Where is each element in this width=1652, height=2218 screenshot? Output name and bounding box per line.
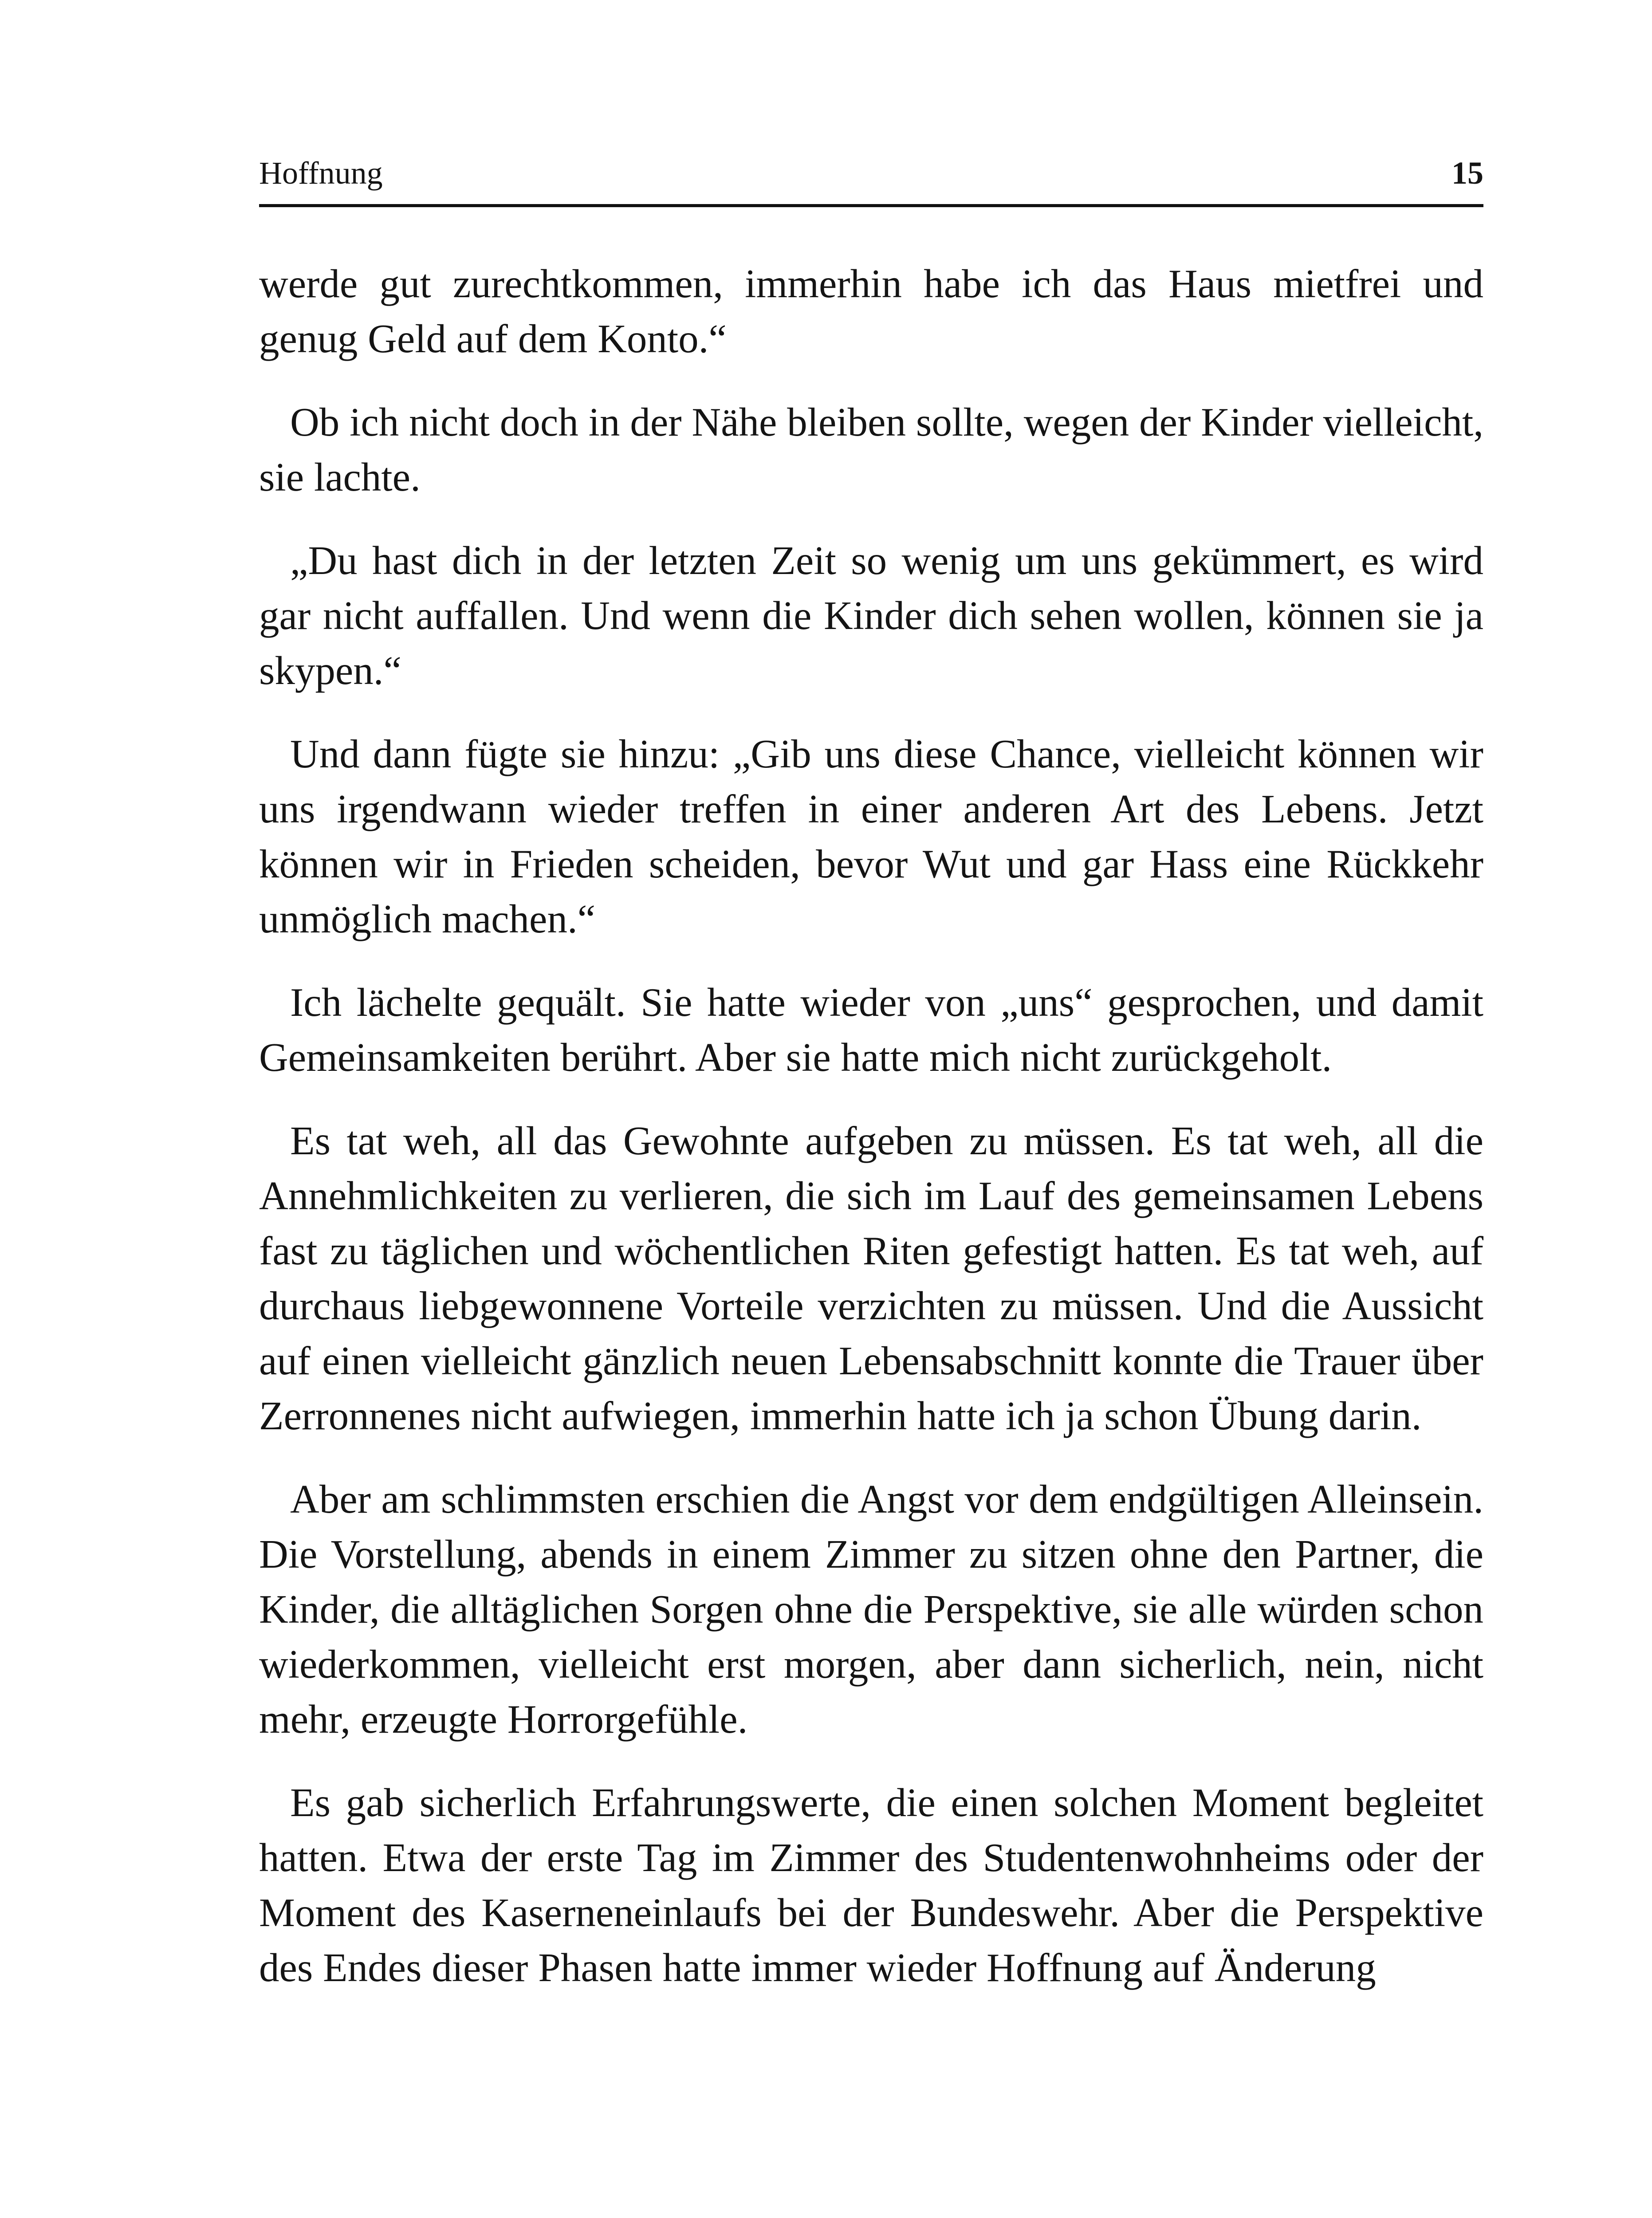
running-header	[259, 153, 1483, 197]
body-text	[259, 256, 1483, 2024]
header-divider	[259, 204, 1483, 207]
paragraph: „Du hast dich in der letzten Zeit so wenig um uns gekümmert, es wird gar nicht auffallen. Und wenn die Kinder dich sehen wollen, können sie ja skypen.“	[259, 538, 1483, 693]
paragraph: Es gab sicherlich Erfahrungswerte, die einen solchen Moment begleitet hatten. Etwa der erste Tag im Zimmer des Studentenwohnheims oder der Moment des Kaserneneinlaufs bei der Bundeswehr. Aber die Perspektive des Endes dieser Phasen hatte immer wieder Hoffnung auf Änderung	[259, 1780, 1483, 1990]
paragraph: Ich lächelte gequält. Sie hatte wieder von „uns“ gesprochen, und damit Gemeinsamkeiten berührt. Aber sie hatte mich nicht zurückgeholt.	[259, 980, 1483, 1080]
chapter-title: Hoffnung	[259, 155, 383, 191]
paragraph: Ob ich nicht doch in der Nähe bleiben sollte, wegen der Kinder vielleicht, sie lachte.	[259, 400, 1483, 499]
page-number: 15	[1451, 155, 1483, 191]
paragraph: Es tat weh, all das Gewohnte aufgeben zu müssen. Es tat weh, all die Annehmlichkeiten zu verlieren, die sich im Lauf des gemeinsamen Lebens fast zu täglichen und wöchentlichen Riten gefestigt hatten. Es tat weh, auf durchaus liebgewonnene Vorteile verzichten zu müssen. Und die Aussicht auf einen vielleicht gänzlich neuen Lebensabschnitt konnte die Trauer über Zerronnenes nicht aufwiegen, immerhin hatte ich ja schon Übung darin.	[259, 1118, 1483, 1438]
paragraph: Und dann fügte sie hinzu: „Gib uns diese Chance, vielleicht können wir uns irgendwann wieder treffen in einer anderen Art des Lebens. Jetzt können wir in Frieden scheiden, bevor Wut und gar Hass eine Rückkehr unmöglich machen.“	[259, 731, 1483, 941]
paragraph: Aber am schlimmsten erschien die Angst vor dem endgültigen Alleinsein. Die Vorstellung, abends in einem Zimmer zu sitzen ohne den Partner, die Kinder, die alltäglichen Sorgen ohne die Perspektive, sie alle würden schon wiederkommen, vielleicht erst morgen, aber dann sicherlich, nein, nicht mehr, erzeugte Horrorgefühle.	[259, 1477, 1483, 1742]
paragraph: werde gut zurechtkommen, immerhin habe ich das Haus mietfrei und genug Geld auf dem Konto.“	[259, 261, 1483, 361]
